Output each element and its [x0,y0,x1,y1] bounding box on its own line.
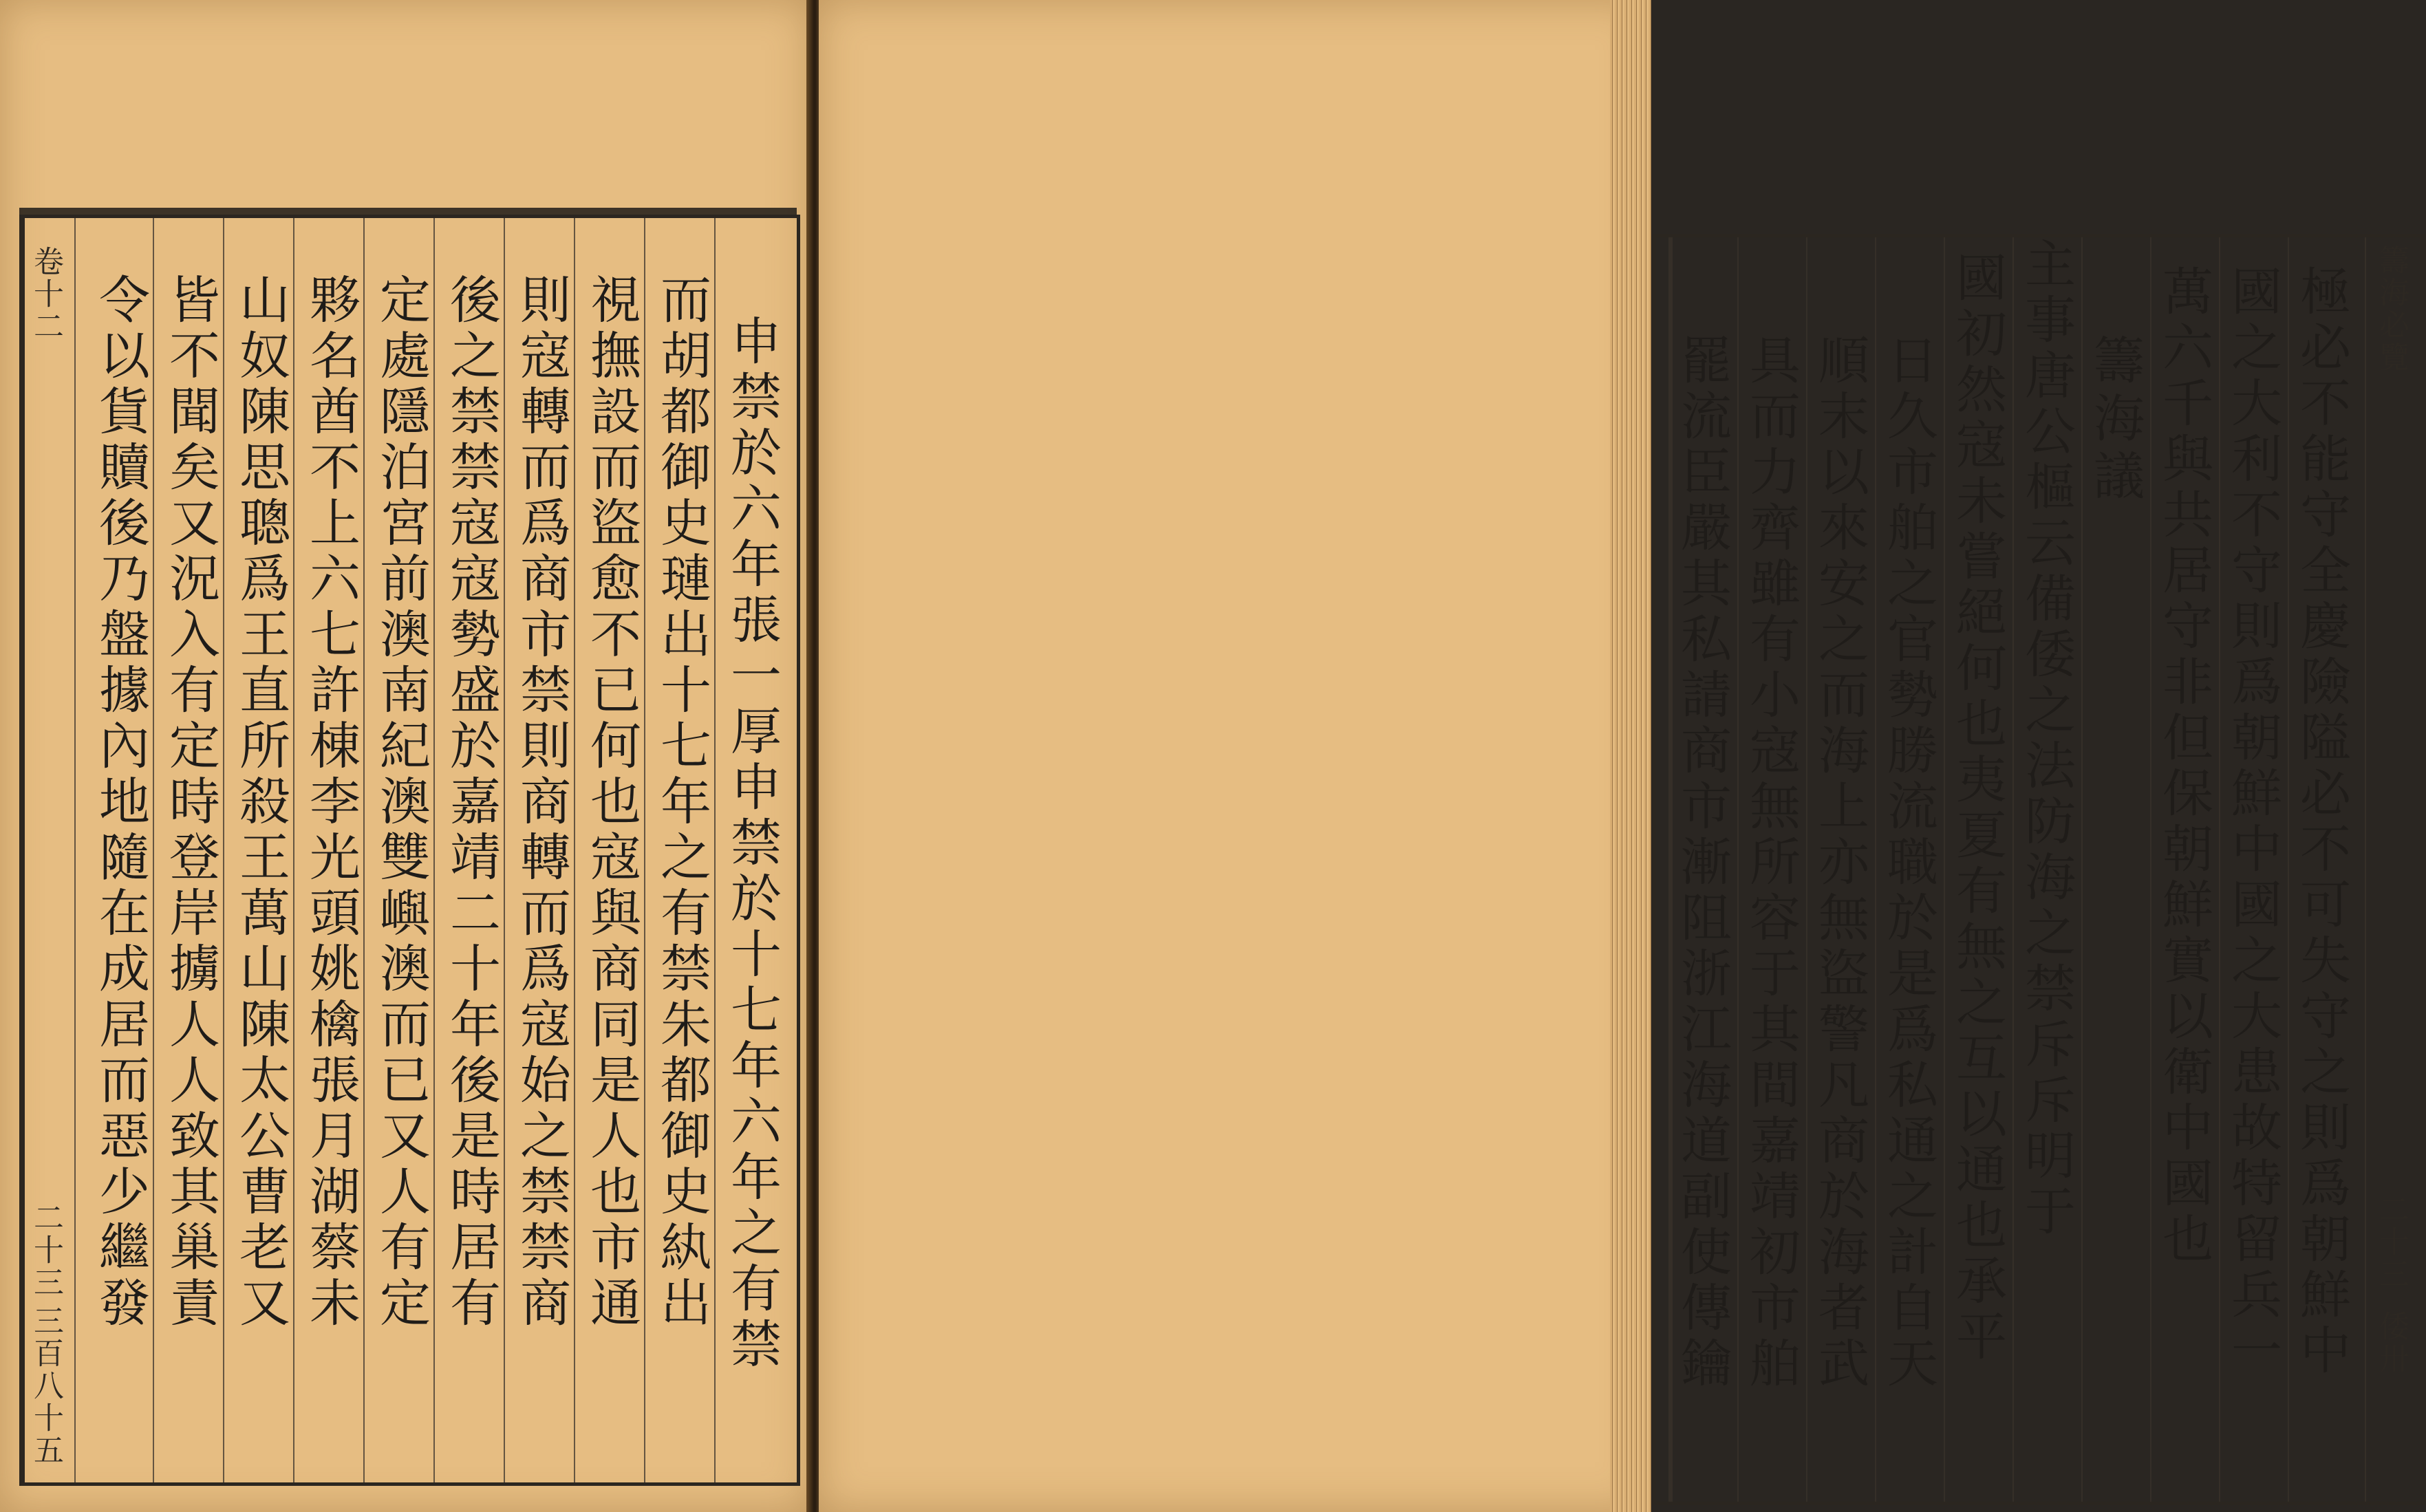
left-page [0,0,811,1512]
column-divider [433,218,435,1482]
text-column: 皆不聞矣又況入有定時登岸擄人人致其巢責 [161,273,220,1332]
text-column: 夥名酋不上六七許棟李光頭姚檎張月湖蔡未 [301,273,361,1332]
column-divider [2288,237,2289,1502]
column-divider [1737,237,1739,1502]
text-column: 極必不能守全慶險隘必不可失守之則爲朝鮮中 [2292,265,2351,1379]
right-margin-title: 籌海必覽 [2374,244,2409,374]
text-column: 後之禁禁寇寇勢盛於嘉靖二十年後是時居有 [442,273,501,1332]
text-column: 山奴陳思聰爲王直所殺王萬山陳太公曹老又 [231,273,290,1332]
right-folio-number: 二十三 [2374,1194,2409,1290]
column-divider [1875,237,1876,1502]
right-page-frame [1653,234,2426,1505]
text-column: 具而力齊雖有小寇無所容于其間嘉靖初市舶 [1741,334,1801,1392]
column-divider [574,218,575,1482]
column-divider [1806,237,1807,1502]
column-divider [2150,237,2151,1502]
column-divider [2219,237,2220,1502]
column-divider [363,218,365,1482]
column-divider [223,218,224,1482]
text-column: 國初然寇未嘗絕何也夷夏有無之互以通也承平 [1948,251,2007,1365]
text-column: 申禁於六年張一厚申禁於十七年六年之有禁 [722,314,782,1373]
text-column: 視撫設而盜愈不已何也寇與商同是人也市通 [582,273,641,1332]
text-column: 日久市舶之官勢勝流職於是爲私通之計自天 [1879,334,1938,1392]
text-column: 定處隱泊宮前澳南紀澳雙嶼澳而已又人有定 [372,273,431,1332]
text-column: 順末以來安之而海上亦無盜警凡商於海者武 [1810,334,1869,1392]
text-column: 則寇轉而爲商市禁則商轉而爲寇始之禁禁商 [512,273,571,1332]
column-divider [74,218,76,1482]
left-page-frame [19,215,800,1486]
column-divider [2081,237,2083,1502]
left-margin-title: 卷十二 [28,246,63,343]
column-divider [714,218,716,1482]
column-divider [153,218,154,1482]
top-rule [19,208,797,215]
text-column: 萬六千與共居守非但保朝鮮實以衛中國也 [2154,265,2213,1268]
column-divider [504,218,505,1482]
column-divider [1944,237,1945,1502]
text-column: 國之大利不守則爲朝鮮中國之大患故特留兵一 [2223,265,2282,1379]
text-column: 而胡都御史璉出十七年之有禁朱都御史紈出 [652,273,711,1332]
section-heading: 籌海議 [2085,334,2145,507]
text-column: 主事唐公樞云備倭之法防海之禁斥斥明于 [2017,237,2076,1240]
column-divider [293,218,294,1482]
inner-border [1668,237,1673,1502]
right-page [819,0,2409,1512]
column-divider [644,218,645,1482]
page-stack-edge [1610,0,1651,1512]
text-column: 罷流臣嚴其私請商市漸阻浙江海道副使傳鑰 [1673,334,1732,1392]
column-divider [2012,237,2014,1502]
right-side-note: 倭卅 [2374,1310,2409,1375]
column-divider [2365,237,2366,1502]
left-folio-number: 二十三 [28,1202,63,1299]
text-column: 令以貨贖後乃盤據內地隨在成居而惡少繼發 [91,273,150,1332]
left-side-note: 三百八十五 [28,1305,63,1467]
